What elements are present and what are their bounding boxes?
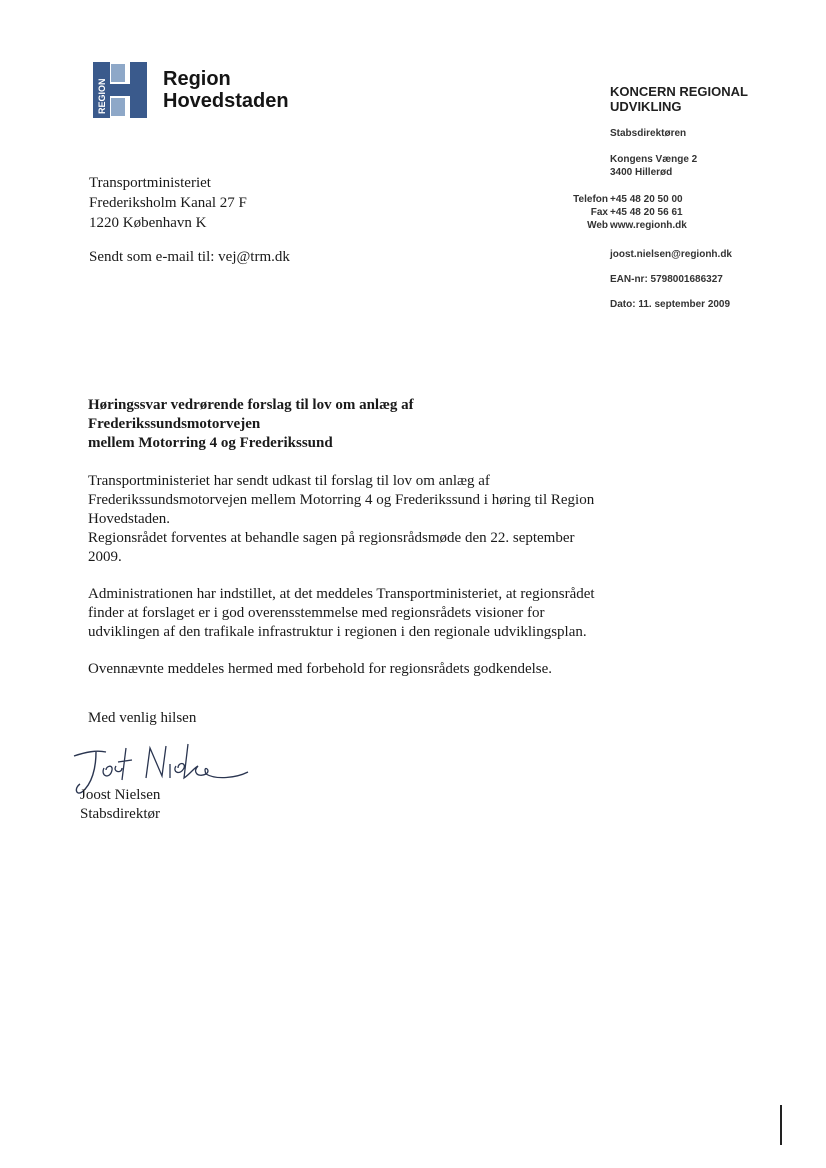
office-name: Stabsdirektøren	[610, 128, 687, 139]
logo-name-line1: Region	[163, 68, 231, 90]
contact-labels	[560, 194, 608, 234]
phone-number: +45 48 20 50 00	[610, 194, 683, 205]
recipient-address	[89, 173, 247, 233]
sender-street: Kongens Vænge 2	[610, 154, 698, 165]
body-paragraph-3: Administrationen har indstillet, at det meddeles Transportministeriet, at regionsrådet finder at forslaget er i god overensstemmelse med regionsrådets visioner for udviklingen af den trafikale infrastruktur i regionen i den regionale udviklingsplan.	[88, 586, 595, 640]
phone-label: Telefon	[573, 194, 608, 205]
fax-label: Fax	[590, 207, 608, 218]
signer-name: Joost Nielsen	[80, 787, 161, 803]
closing-greeting: Med venlig hilsen	[88, 710, 197, 726]
letter-date: Dato: 11. september 2009	[610, 299, 731, 310]
sender-email-link[interactable]: joost.nielsen@regionh.dk	[610, 249, 732, 260]
subject-line-1: Høringssvar vedrørende forslag til lov om anlæg af Frederikssundsmotorvejen	[88, 397, 414, 432]
recipient-street: Frederiksholm Kanal 27 F	[89, 195, 247, 211]
ean-number: EAN-nr: 5798001686327	[610, 274, 723, 285]
recipient-name: Transportministeriet	[89, 175, 211, 191]
body-paragraph-4: Ovennævnte meddeles hermed med forbehold for regionsrådets godkendelse.	[88, 661, 553, 677]
signer-title: Stabsdirektør	[80, 806, 160, 822]
svg-text:REGION: REGION	[97, 78, 107, 114]
sender-info	[573, 84, 810, 310]
subject-line-2: mellem Motorring 4 og Frederikssund	[88, 435, 333, 451]
sender-city: 3400 Hillerød	[610, 167, 673, 178]
letter-subject	[88, 396, 588, 453]
region-h-logo-icon	[91, 60, 149, 120]
body-paragraph-1: Transportministeriet har sendt udkast til forslag til lov om anlæg af Frederikssundsmotorvejen mellem Motorring 4 og Frederikssund i høring til Region Hovedstaden.	[88, 473, 595, 527]
fax-number: +45 48 20 56 61	[610, 207, 683, 218]
region-hovedstaden-logo	[91, 60, 291, 122]
logo-wordmark	[163, 68, 289, 112]
web-link[interactable]: www.regionh.dk	[610, 220, 687, 231]
scan-edge-mark	[780, 1105, 782, 1145]
body-paragraph-2: Regionsrådet forventes at behandle sagen på regionsrådsmøde den 22. september 2009.	[88, 530, 575, 565]
logo-name-line2: Hovedstaden	[163, 90, 289, 112]
sent-via-email: Sendt som e-mail til: vej@trm.dk	[89, 249, 290, 265]
web-label: Web	[587, 220, 608, 231]
department-heading: KONCERN REGIONAL UDVIKLING	[610, 84, 748, 114]
recipient-city: 1220 København K	[89, 215, 207, 231]
signer-block	[80, 786, 160, 824]
